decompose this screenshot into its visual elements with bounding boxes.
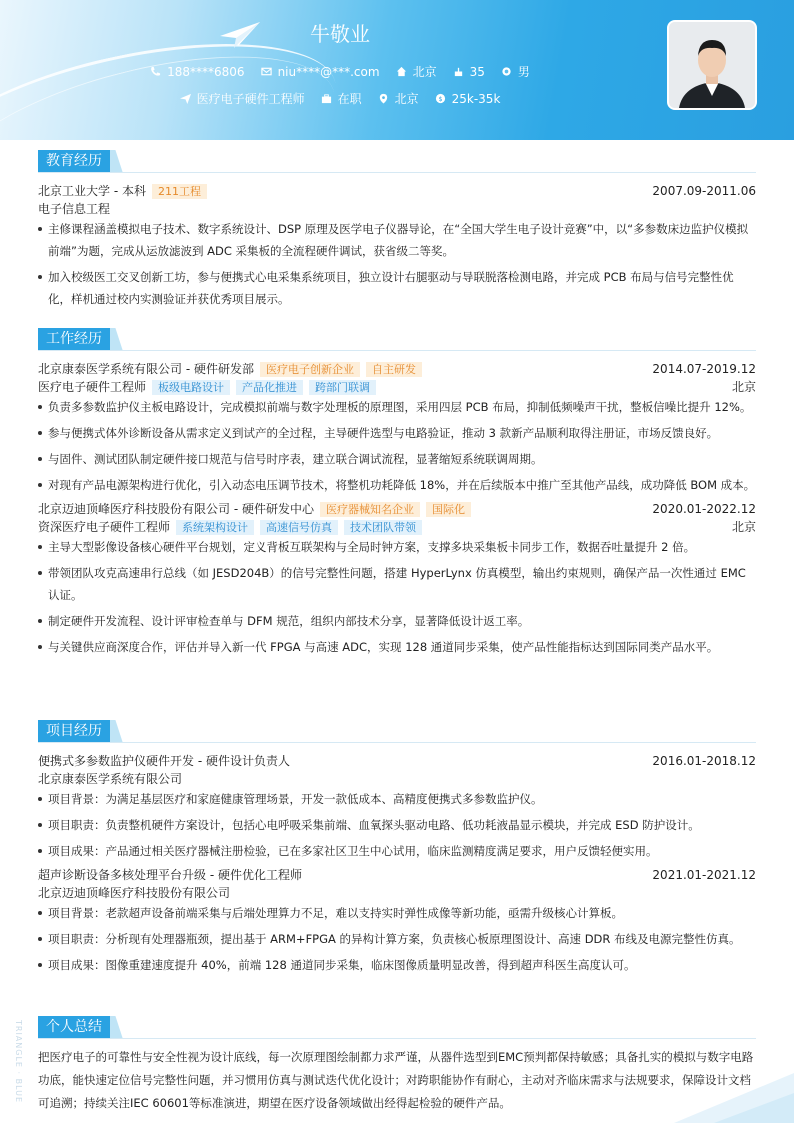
list-item: 带领团队攻克高速串行总线（如 JESD204B）的信号完整性问题，搭建 HyperLynx 仿真模型，输出约束规则，确保产品一次性通过 EMC 认证。 bbox=[38, 562, 756, 606]
job-date: 2020.01-2022.12 bbox=[652, 502, 756, 516]
list-item: 负责多参数监护仪主板电路设计，完成模拟前端与数字处理板的原理图，采用四层 PCB 布局，抑制低频噪声干扰，整板信噪比提升 12%。 bbox=[38, 396, 756, 418]
education-head bbox=[38, 182, 756, 200]
company-name: 北京康泰医学系统有限公司 - 硬件研发部 bbox=[38, 362, 254, 376]
list-item: 项目职责：负责整机硬件方案设计，包括心电呼吸采集前端、血氧探头驱动电路、低功耗液晶显示模块，并完成 ESD 防护设计。 bbox=[38, 814, 756, 836]
project-name: 便携式多参数监护仪硬件开发 - 硬件设计负责人 bbox=[38, 754, 290, 768]
skill-tag: 技术团队带领 bbox=[344, 520, 422, 535]
list-item: 对现有产品电源架构进行优化，引入动态电压调节技术，将整机功耗降低 18%，并在后续版本中推广至其他产品线，成功降低 BOM 成本。 bbox=[38, 474, 756, 496]
contact-row bbox=[0, 63, 680, 80]
skill-tag: 高速信号仿真 bbox=[260, 520, 338, 535]
company-badge: 医疗器械知名企业 bbox=[320, 502, 420, 517]
phone-icon bbox=[150, 66, 161, 77]
home-icon bbox=[396, 66, 407, 77]
skill-tag: 系统架构设计 bbox=[176, 520, 254, 535]
project-company: 北京康泰医学系统有限公司 bbox=[38, 772, 183, 786]
school-name: 北京工业大学 - 本科 bbox=[38, 184, 146, 198]
projects-section bbox=[38, 720, 756, 980]
job-head bbox=[38, 500, 756, 518]
corner-decoration bbox=[674, 1063, 794, 1123]
resume-header bbox=[0, 0, 794, 140]
contact-email: niu****@***.com bbox=[261, 63, 380, 80]
send-icon bbox=[180, 93, 191, 104]
contact-gender: 男 bbox=[501, 63, 530, 80]
job-role-row bbox=[38, 378, 756, 396]
work-section bbox=[38, 328, 756, 662]
job-bullets bbox=[38, 396, 756, 496]
job-head bbox=[38, 360, 756, 378]
contact-phone: 188****6806 bbox=[150, 63, 244, 80]
project-company: 北京迈迪顶峰医疗科技股份有限公司 bbox=[38, 886, 231, 900]
cake-icon bbox=[453, 66, 464, 77]
project-name: 超声诊断设备多核处理平台升级 - 硬件优化工程师 bbox=[38, 868, 302, 882]
summary-text: 把医疗电子的可靠性与安全性视为设计底线，每一次原理图绘制都力求严谨，从器件选型到EMC预判都保持敏感；具备扎实的模拟与数字电路功底，能快速定位信号完整性问题，并习惯用仿真与测试迭代优化设计；对跨职能协作有耐心，主动对齐临床需求与法规要求，保障设计文档可追溯；持续关注IEC 60601等标准演进，期望在医疗设备领域做出经得起检验的硬件产品。 bbox=[38, 1050, 754, 1110]
school-badge: 211工程 bbox=[152, 184, 207, 199]
project-bullets bbox=[38, 902, 756, 976]
education-date: 2007.09-2011.06 bbox=[652, 184, 756, 198]
job-role: 医疗电子硬件工程师 bbox=[38, 380, 147, 394]
salary-icon bbox=[435, 93, 446, 104]
project-date: 2021.01-2021.12 bbox=[652, 868, 756, 882]
list-item: 项目成果：图像重建速度提升 40%，前端 128 通道同步采集，临床图像质量明显改善，得到超声科医生高度认可。 bbox=[38, 954, 756, 976]
intent-row bbox=[0, 90, 680, 107]
svg-text:$: $ bbox=[438, 94, 443, 103]
job-bullets bbox=[38, 536, 756, 658]
project-bullets bbox=[38, 788, 756, 862]
briefcase-icon bbox=[321, 93, 332, 104]
list-item: 参与便携式体外诊断设备从需求定义到试产的全过程，主导硬件选型与电路验证，推动 3 款新产品顺利取得注册证，市场反馈良好。 bbox=[38, 422, 756, 444]
intent-salary: $ 25k-35k bbox=[435, 90, 501, 107]
avatar bbox=[667, 20, 757, 110]
intent-position: 医疗电子硬件工程师 bbox=[180, 90, 305, 107]
list-item: 项目职责：分析现有处理器瓶颈，提出基于 ARM+FPGA 的异构计算方案，负责核心板原理图设计、高速 DDR 布线及电源完整性仿真。 bbox=[38, 928, 756, 950]
avatar-portrait bbox=[669, 22, 755, 108]
company-badge: 国际化 bbox=[426, 502, 471, 517]
contact-home: 北京 bbox=[396, 63, 437, 80]
project-head bbox=[38, 866, 756, 884]
company-badge: 医疗电子创新企业 bbox=[260, 362, 360, 377]
list-item: 与关键供应商深度合作，评估并导入新一代 FPGA 与高速 ADC，实现 128 通道同步采集，使产品性能指标达到国际同类产品水平。 bbox=[38, 636, 756, 658]
list-item: 主修课程涵盖模拟电子技术、数字系统设计、DSP 原理及医学电子仪器导论，在“全国大学生电子设计竞赛”中，以“多参数床边监护仪模拟前端”为题，完成从运放滤波到 ADC 采集板的全流程硬件调试，获省级二等奖。 bbox=[38, 218, 756, 262]
projects-section-title: 项目经历 bbox=[38, 720, 756, 742]
education-section bbox=[38, 150, 756, 314]
list-item: 项目背景：老款超声设备前端采集与后端处理算力不足，难以支持实时弹性成像等新功能，亟需升级核心计算板。 bbox=[38, 902, 756, 924]
intent-status: 在职 bbox=[321, 90, 362, 107]
summary-section bbox=[38, 1016, 756, 1115]
location-icon bbox=[378, 93, 389, 104]
education-major: 电子信息工程 bbox=[38, 202, 111, 216]
list-item: 加入校级医工交叉创新工坊，参与便携式心电采集系统项目，独立设计右腿驱动与导联脱落检测电路，并完成 PCB 布局与信号完整性优化，样机通过校内实测验证并获优秀项目展示。 bbox=[38, 266, 756, 310]
work-section-title: 工作经历 bbox=[38, 328, 756, 350]
education-bullets bbox=[38, 218, 756, 310]
gender-icon bbox=[501, 66, 512, 77]
job-role-row bbox=[38, 518, 756, 536]
job-city: 北京 bbox=[731, 520, 756, 534]
list-item: 与固件、测试团队制定硬件接口规范与信号时序表，建立联合调试流程，显著缩短系统联调周期。 bbox=[38, 448, 756, 470]
project-date: 2016.01-2018.12 bbox=[652, 754, 756, 768]
list-item: 项目背景：为满足基层医疗和家庭健康管理场景，开发一款低成本、高精度便携式多参数监护仪。 bbox=[38, 788, 756, 810]
list-item: 制定硬件开发流程、设计评审检查单与 DFM 规范，组织内部技术分享，显著降低设计返工率。 bbox=[38, 610, 756, 632]
list-item: 项目成果：产品通过相关医疗器械注册检验，已在多家社区卫生中心试用，临床监测精度满足要求，用户反馈轻便实用。 bbox=[38, 840, 756, 862]
skill-tag: 跨部门联调 bbox=[309, 380, 376, 395]
job-city: 北京 bbox=[731, 380, 756, 394]
intent-city: 北京 bbox=[378, 90, 419, 107]
contact-age: 35 bbox=[453, 63, 485, 80]
education-section-title: 教育经历 bbox=[38, 150, 756, 172]
candidate-name: 牛敬业 bbox=[310, 22, 370, 46]
job-date: 2014.07-2019.12 bbox=[652, 362, 756, 376]
summary-section-title: 个人总结 bbox=[38, 1016, 756, 1038]
company-name: 北京迈迪顶峰医疗科技股份有限公司 - 硬件研发中心 bbox=[38, 502, 314, 516]
watermark-text: TRIANGLE · BLUE bbox=[14, 1020, 23, 1104]
project-head bbox=[38, 752, 756, 770]
skill-tag: 产品化推进 bbox=[236, 380, 303, 395]
job-role: 资深医疗电子硬件工程师 bbox=[38, 520, 171, 534]
mail-icon bbox=[261, 66, 272, 77]
skill-tag: 板级电路设计 bbox=[152, 380, 230, 395]
list-item: 主导大型影像设备核心硬件平台规划，定义背板互联架构与全局时钟方案，支撑多块采集板卡同步工作，数据吞吐量提升 2 倍。 bbox=[38, 536, 756, 558]
company-badge: 自主研发 bbox=[366, 362, 422, 377]
